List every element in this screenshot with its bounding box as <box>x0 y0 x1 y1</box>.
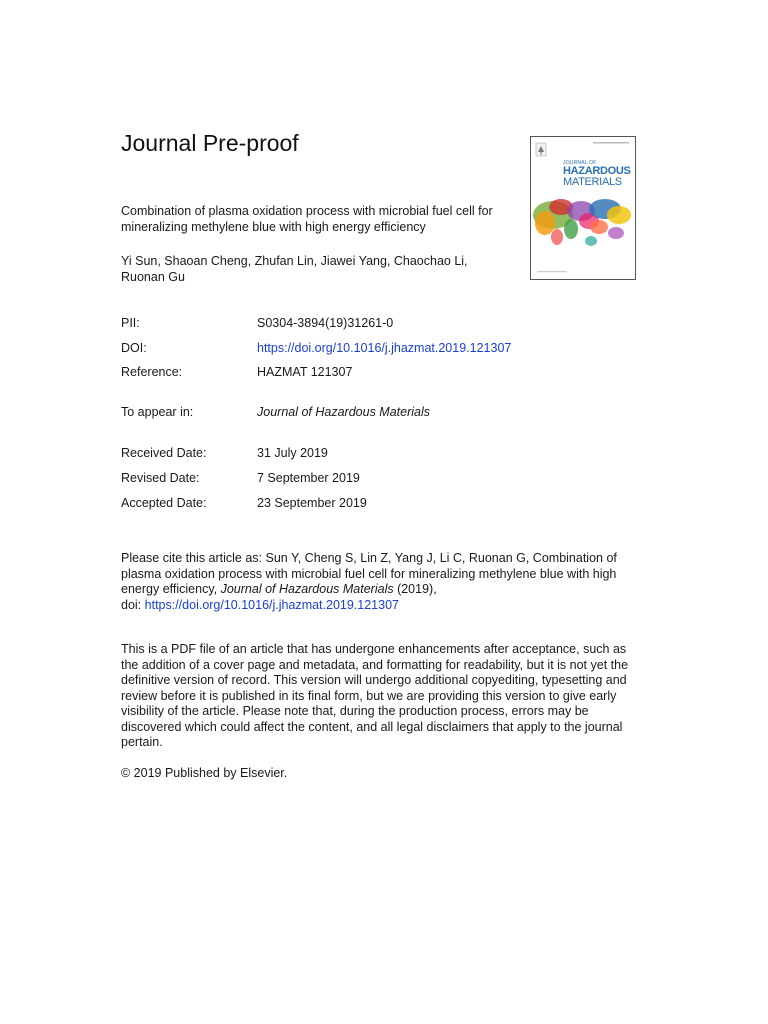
revised-date-value: 7 September 2019 <box>257 471 360 485</box>
page-header-title: Journal Pre-proof <box>121 130 299 156</box>
citation-doi-link[interactable]: https://doi.org/10.1016/j.jhazmat.2019.121307 <box>144 597 399 612</box>
doi-link[interactable]: https://doi.org/10.1016/j.jhazmat.2019.121307 <box>257 341 512 355</box>
accepted-date-value: 23 September 2019 <box>257 496 367 510</box>
citation-prefix: Please cite this article as: Sun Y, Cheng S, Lin Z, Yang J, Li C, Ruonan G, Combination of plasma oxidation process with microbial fuel cell for mineralizing methylene blue with high energy efficiency, <box>121 551 617 596</box>
pii-value: S0304-3894(19)31261-0 <box>257 316 394 330</box>
citation-doi-prefix: doi: <box>121 597 145 612</box>
appear-in-value: Journal of Hazardous Materials <box>257 405 430 419</box>
preproof-notice: This is a PDF file of an article that has undergone enhancements after acceptance, such as the addition of a cover page and metadata, and formatting for readability, but it is not yet the definitive version of record. This version will undergo additional copyediting, typesetting and review before it is published in its final form, but we are providing this version to give early visibility of the article. Please note that, during the production process, errors may be discovered which could affect the content, and all legal disclaimers that apply to the journal pertain. <box>121 642 629 749</box>
appear-in-label: To appear in: <box>121 405 194 419</box>
journal-cover-art <box>531 137 635 279</box>
journal-cover-image <box>530 136 636 280</box>
cover-materials: MATERIALS <box>563 176 622 188</box>
cover-journal-of: JOURNAL OF <box>563 160 597 166</box>
citation-journal: Journal of Hazardous Materials <box>220 582 394 596</box>
copyright-notice: © 2019 Published by Elsevier. <box>121 766 288 780</box>
citation-paragraph <box>121 551 626 613</box>
received-date-label: Received Date: <box>121 446 207 460</box>
article-title: Combination of plasma oxidation process with microbial fuel cell for mineralizing methylene blue with high energy efficiency <box>121 204 493 234</box>
reference-value: HAZMAT 121307 <box>257 365 353 379</box>
revised-date-label: Revised Date: <box>121 471 200 485</box>
cover-hazardous: HAZARDOUS <box>563 165 631 177</box>
accepted-date-label: Accepted Date: <box>121 496 207 510</box>
article-authors: Yi Sun, Shaoan Cheng, Zhufan Lin, Jiawei Yang, Chaochao Li, Ruonan Gu <box>121 254 468 284</box>
doi-label: DOI: <box>121 341 147 355</box>
received-date-value: 31 July 2019 <box>257 446 328 460</box>
citation-year: (2019), <box>393 582 437 596</box>
pii-label: PII: <box>121 316 140 330</box>
reference-label: Reference: <box>121 365 183 379</box>
